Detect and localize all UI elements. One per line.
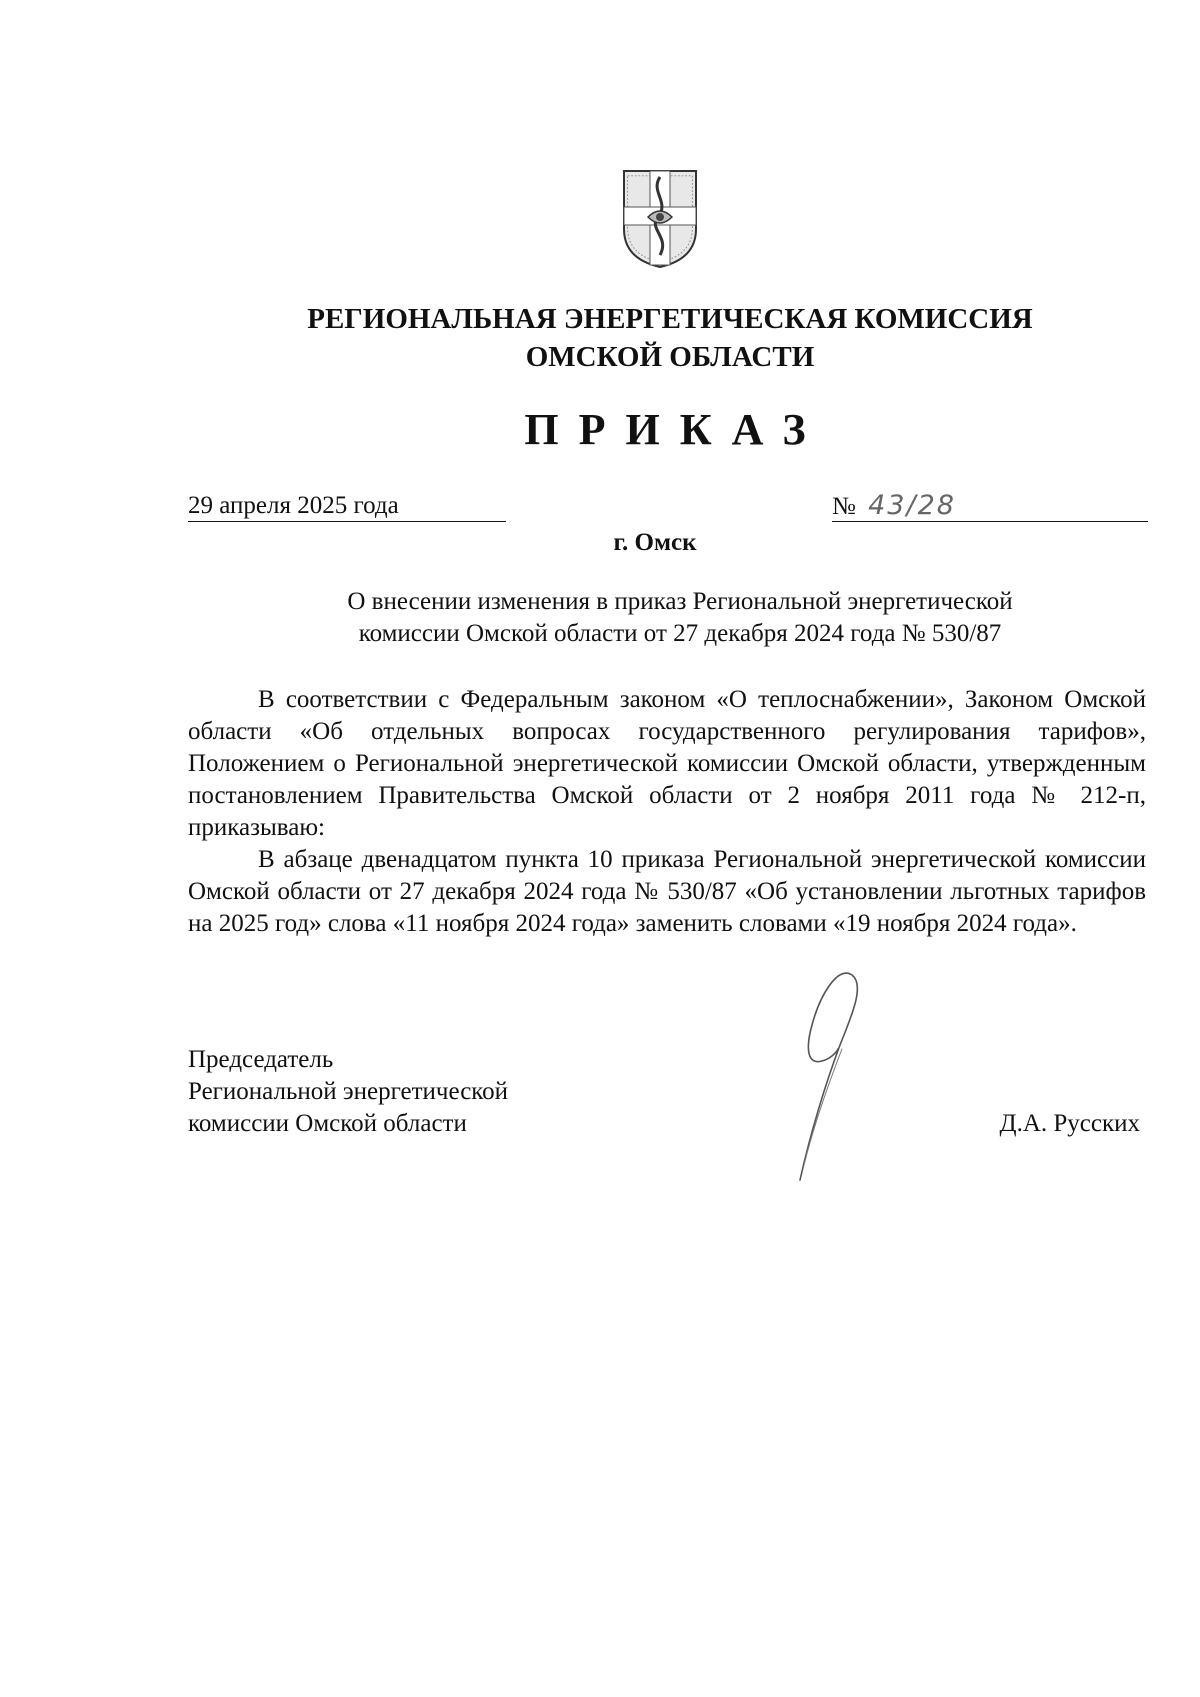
handwritten-signature <box>770 965 880 1185</box>
handwritten-number: 43/28 <box>868 490 956 521</box>
subject-line-1: О внесении изменения в приказ Региональной энергетической <box>347 588 1013 615</box>
document-subject <box>240 586 1120 650</box>
signatory-title <box>188 1044 688 1140</box>
organization-name <box>0 300 1200 376</box>
number-prefix: № <box>832 493 856 520</box>
signatory-title-line-2: Региональной энергетической <box>188 1078 509 1105</box>
signatory-name-text: Д.А. Русских <box>999 1110 1140 1137</box>
paragraph-legal-basis: В соответствии с Федеральным законом «О теплоснабжении», Законом Омской области «Об отдельных вопросах государственного регулирования тарифов», Положением о Региональной энергетической комиссии Омской области, утвержденным постановлением Правительства Омской области от 2 ноября 2011 года № 212-п, приказываю: <box>188 686 1146 841</box>
document-date: 29 апреля 2025 года <box>188 491 506 522</box>
coat-of-arms-emblem <box>620 167 700 271</box>
organization-line-1: РЕГИОНАЛЬНАЯ ЭНЕРГЕТИЧЕСКАЯ КОМИССИЯ <box>307 303 1033 335</box>
organization-line-2: ОМСКОЙ ОБЛАСТИ <box>525 341 815 373</box>
signatory-title-line-1: Председатель <box>188 1046 334 1073</box>
document-type: ПРИКАЗ <box>524 405 826 454</box>
document-body <box>188 684 1146 940</box>
paragraph-amendment: В абзаце двенадцатом пункта 10 приказа Региональной энергетической комиссии Омской области от 27 декабря 2024 года № 530/87 «Об установлении льготных тарифов на 2025 год» слова «11 ноября 2024 года» заменить словами «19 ноября 2024 года». <box>188 846 1146 937</box>
document-number <box>832 491 1148 522</box>
signatory-title-line-3: комиссии Омской области <box>188 1110 467 1137</box>
city: г. Омск <box>613 529 697 556</box>
subject-line-2: комиссии Омской области от 27 декабря 2024 года № 530/87 <box>358 620 1002 647</box>
